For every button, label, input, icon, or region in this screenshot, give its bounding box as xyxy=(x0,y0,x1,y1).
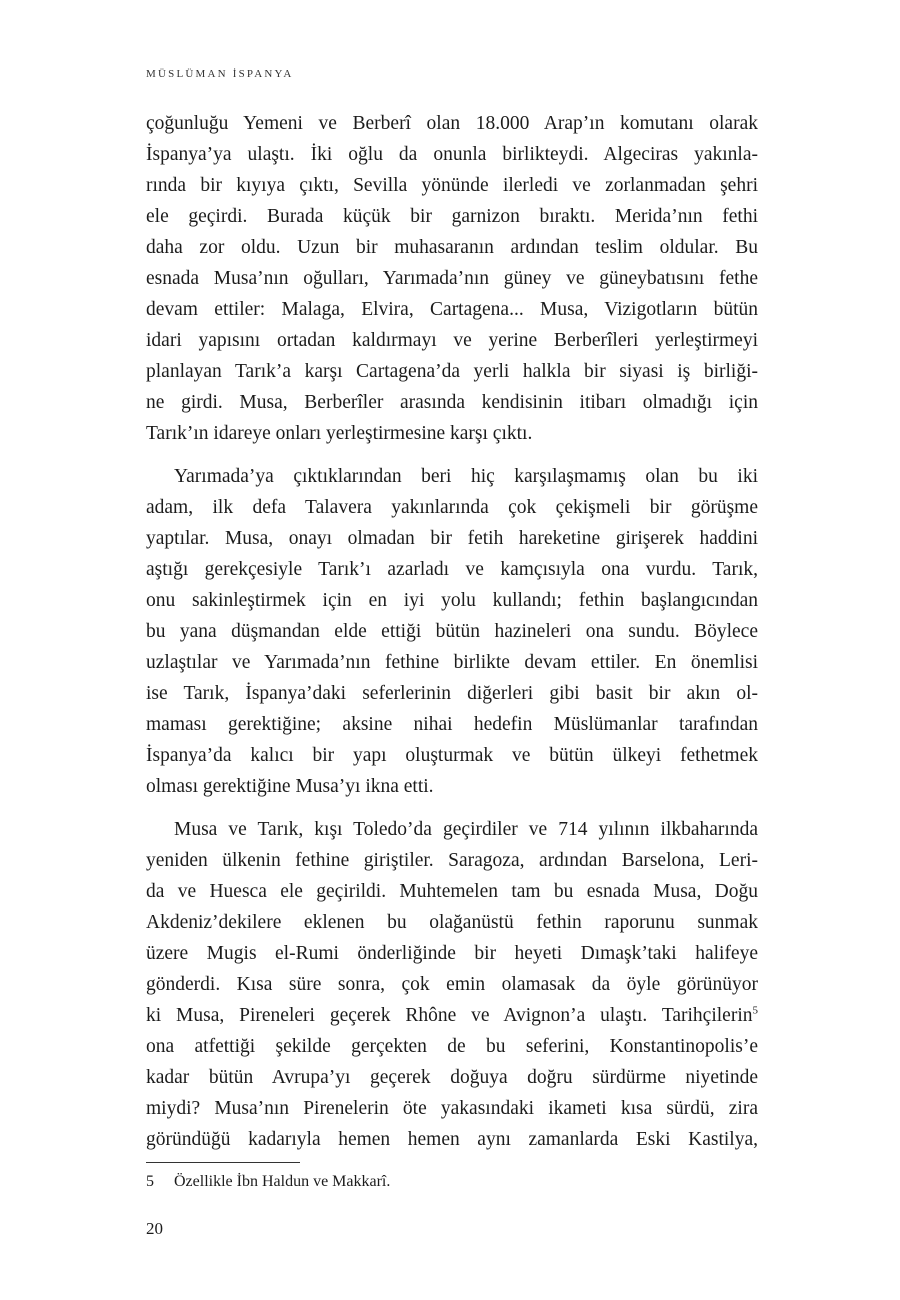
footnote-reference[interactable]: 5 xyxy=(752,1004,758,1017)
paragraph-1 xyxy=(146,108,758,449)
running-head: MÜSLÜMAN İSPANYA xyxy=(146,68,294,80)
text-line: rında bir kıyıya çıktı, Sevilla yönünde ilerledi ve zorlanmadan şehri xyxy=(146,175,758,196)
paragraph-2 xyxy=(146,461,758,802)
text-line: göründüğü kadarıyla hemen hemen aynı zamanlarda Eski Kastilya, xyxy=(146,1129,758,1150)
page-number: 20 xyxy=(146,1219,163,1238)
text-line: çoğunluğu Yemeni ve Berberî olan 18.000 Arap’ın komutanı olarak xyxy=(146,113,758,134)
text-line: Musa ve Tarık, kışı Toledo’da geçirdiler ve 714 yılının ilkbaharında xyxy=(174,819,758,840)
text-line: İspanya’ya ulaştı. İki oğlu da onunla birlikteydi. Algeciras yakınla- xyxy=(146,144,758,165)
text-line: aştığı gerekçesiyle Tarık’ı azarladı ve kamçısıyla ona vurdu. Tarık, xyxy=(146,559,758,580)
footnote-text: Özellikle İbn Haldun ve Makkarî. xyxy=(174,1173,391,1190)
footnote-divider xyxy=(146,1162,300,1163)
text-line: uzlaştılar ve Yarımada’nın fethine birlikte devam ettiler. En önemlisi xyxy=(146,652,758,673)
text-line: da ve Huesca ele geçirildi. Muhtemelen tam bu esnada Musa, Doğu xyxy=(146,881,758,902)
body-text xyxy=(146,108,758,1155)
text-line: İspanya’da kalıcı bir yapı oluşturmak ve bütün ülkeyi fethetmek xyxy=(146,745,758,766)
text-line: planlayan Tarık’a karşı Cartagena’da yerli halkla bir siyasi iş birliği- xyxy=(146,361,758,382)
text-line: gönderdi. Kısa süre sonra, çok emin olamasak da öyle görünüyor xyxy=(146,974,758,995)
text-line: olması gerektiğine Musa’yı ikna etti. xyxy=(146,776,434,797)
text-line: kadar bütün Avrupa’yı geçerek doğuya doğru sürdürme niyetinde xyxy=(146,1067,758,1088)
text-line: esnada Musa’nın oğulları, Yarımada’nın güney ve güneybatısını fethe xyxy=(146,268,758,289)
text-line: daha zor oldu. Uzun bir muhasaranın ardından teslim oldular. Bu xyxy=(146,237,758,258)
text-line: onu sakinleştirmek için en iyi yolu kullandı; fethin başlangıcından xyxy=(146,590,758,611)
text-line-with-footnote xyxy=(146,1000,758,1031)
footnote xyxy=(146,1171,390,1193)
text-line: ele geçirdi. Burada küçük bir garnizon bıraktı. Merida’nın fethi xyxy=(146,206,758,227)
text-line: idari yapısını ortadan kaldırmayı ve yerine Berberîleri yerleştirmeyi xyxy=(146,330,758,351)
text-line: ki Musa, Pireneleri geçerek Rhône ve Avignon’a ulaştı. Tarihçilerin xyxy=(146,1005,753,1026)
text-line: bu yana düşmandan elde ettiği bütün hazineleri ona sundu. Böylece xyxy=(146,621,758,642)
text-line: miydi? Musa’nın Pirenelerin öte yakasındaki ikameti kısa sürdü, zira xyxy=(146,1098,758,1119)
text-line: devam ettiler: Malaga, Elvira, Cartagena... Musa, Vizigotların bütün xyxy=(146,299,758,320)
text-line: üzere Mugis el-Rumi önderliğinde bir heyeti Dımaşk’taki halifeye xyxy=(146,943,758,964)
text-line: maması gerektiğine; aksine nihai hedefin Müslümanlar tarafından xyxy=(146,714,758,735)
text-line: Akdeniz’dekilere eklenen bu olağanüstü fethin raporunu sunmak xyxy=(146,912,758,933)
text-line: Yarımada’ya çıktıklarından beri hiç karşılaşmamış olan bu iki xyxy=(174,466,758,487)
text-line: ne girdi. Musa, Berberîler arasında kendisinin itibarı olmadığı için xyxy=(146,392,758,413)
text-line: ise Tarık, İspanya’daki seferlerinin diğerleri gibi basit bir akın ol- xyxy=(146,683,758,704)
text-line: Tarık’ın idareye onları yerleştirmesine karşı çıktı. xyxy=(146,423,533,444)
paragraph-3 xyxy=(146,814,758,1155)
text-line: yeniden ülkenin fethine giriştiler. Saragoza, ardından Barselona, Leri- xyxy=(146,850,758,871)
text-line: ona atfettiği şekilde gerçekten de bu seferini, Konstantinopolis’e xyxy=(146,1036,758,1057)
footnote-number: 5 xyxy=(146,1173,154,1190)
text-line: adam, ilk defa Talavera yakınlarında çok çekişmeli bir görüşme xyxy=(146,497,758,518)
text-line: yaptılar. Musa, onayı olmadan bir fetih hareketine girişerek haddini xyxy=(146,528,758,549)
